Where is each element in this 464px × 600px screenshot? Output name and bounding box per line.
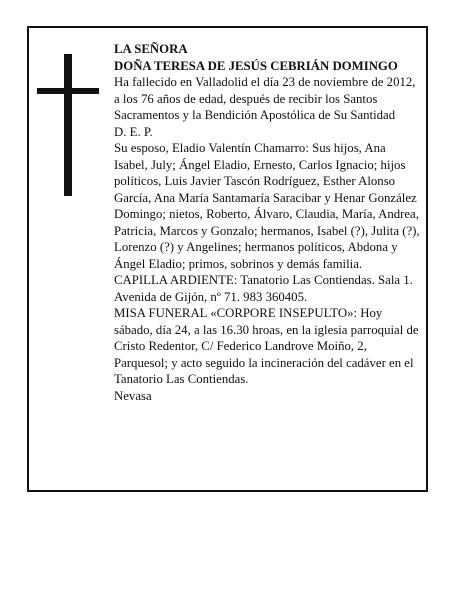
cross-horizontal-bar	[37, 88, 99, 94]
title-line-1: LA SEÑORA	[114, 42, 188, 56]
chapel-info: CAPILLA ARDIENTE: Tanatorio Las Contiendas. Sala 1. Avenida de Gijón, nº 71. 983 360405.	[114, 273, 413, 304]
cross-vertical-bar	[64, 54, 72, 196]
death-announcement: Ha fallecido en Valladolid el día 23 de noviembre de 2012, a los 76 años de edad, después de recibir los Santos Sacramentos y la Bendición Apostólica de Su Santidad	[114, 75, 416, 122]
obituary-text	[114, 41, 422, 404]
deceased-name: DOÑA TERESA DE JESÚS CEBRIÁN DOMINGO	[114, 58, 398, 73]
dep-line: D. E. P.	[114, 124, 153, 139]
cross-icon	[37, 54, 99, 196]
funeral-info: MISA FUNERAL «CORPORE INSEPULTO»: Hoy sábado, día 24, a las 16.30 hroas, en la iglesia parroquial de Cristo Redentor, C/ Federico Landrove Moiño, 2, Parquesol; y acto seguido la incineración del cadáver en el Tanatorio Las Contiendas.	[114, 306, 419, 386]
family-list: Su esposo, Eladio Valentín Chamarro: Sus hijos, Ana Isabel, July; Ángel Eladio, Ernesto, Carlos Ignacio; hijos políticos, Luis Javier Tascón Rodríguez, Esther Alonso García, Ana María Santamaría Saracibar y Henar González Domingo; nietos, Roberto, Álvaro, Claudia, María, Andrea, Patricia, Marcos y Gonzalo; hermanos, Isabel (?), Julita (?), Lorenzo (?) y Angelines; hermanos políticos, Abdona y Ángel Eladio; primos, sobrinos y demás familia.	[114, 141, 420, 271]
signature: Nevasa	[114, 388, 152, 403]
